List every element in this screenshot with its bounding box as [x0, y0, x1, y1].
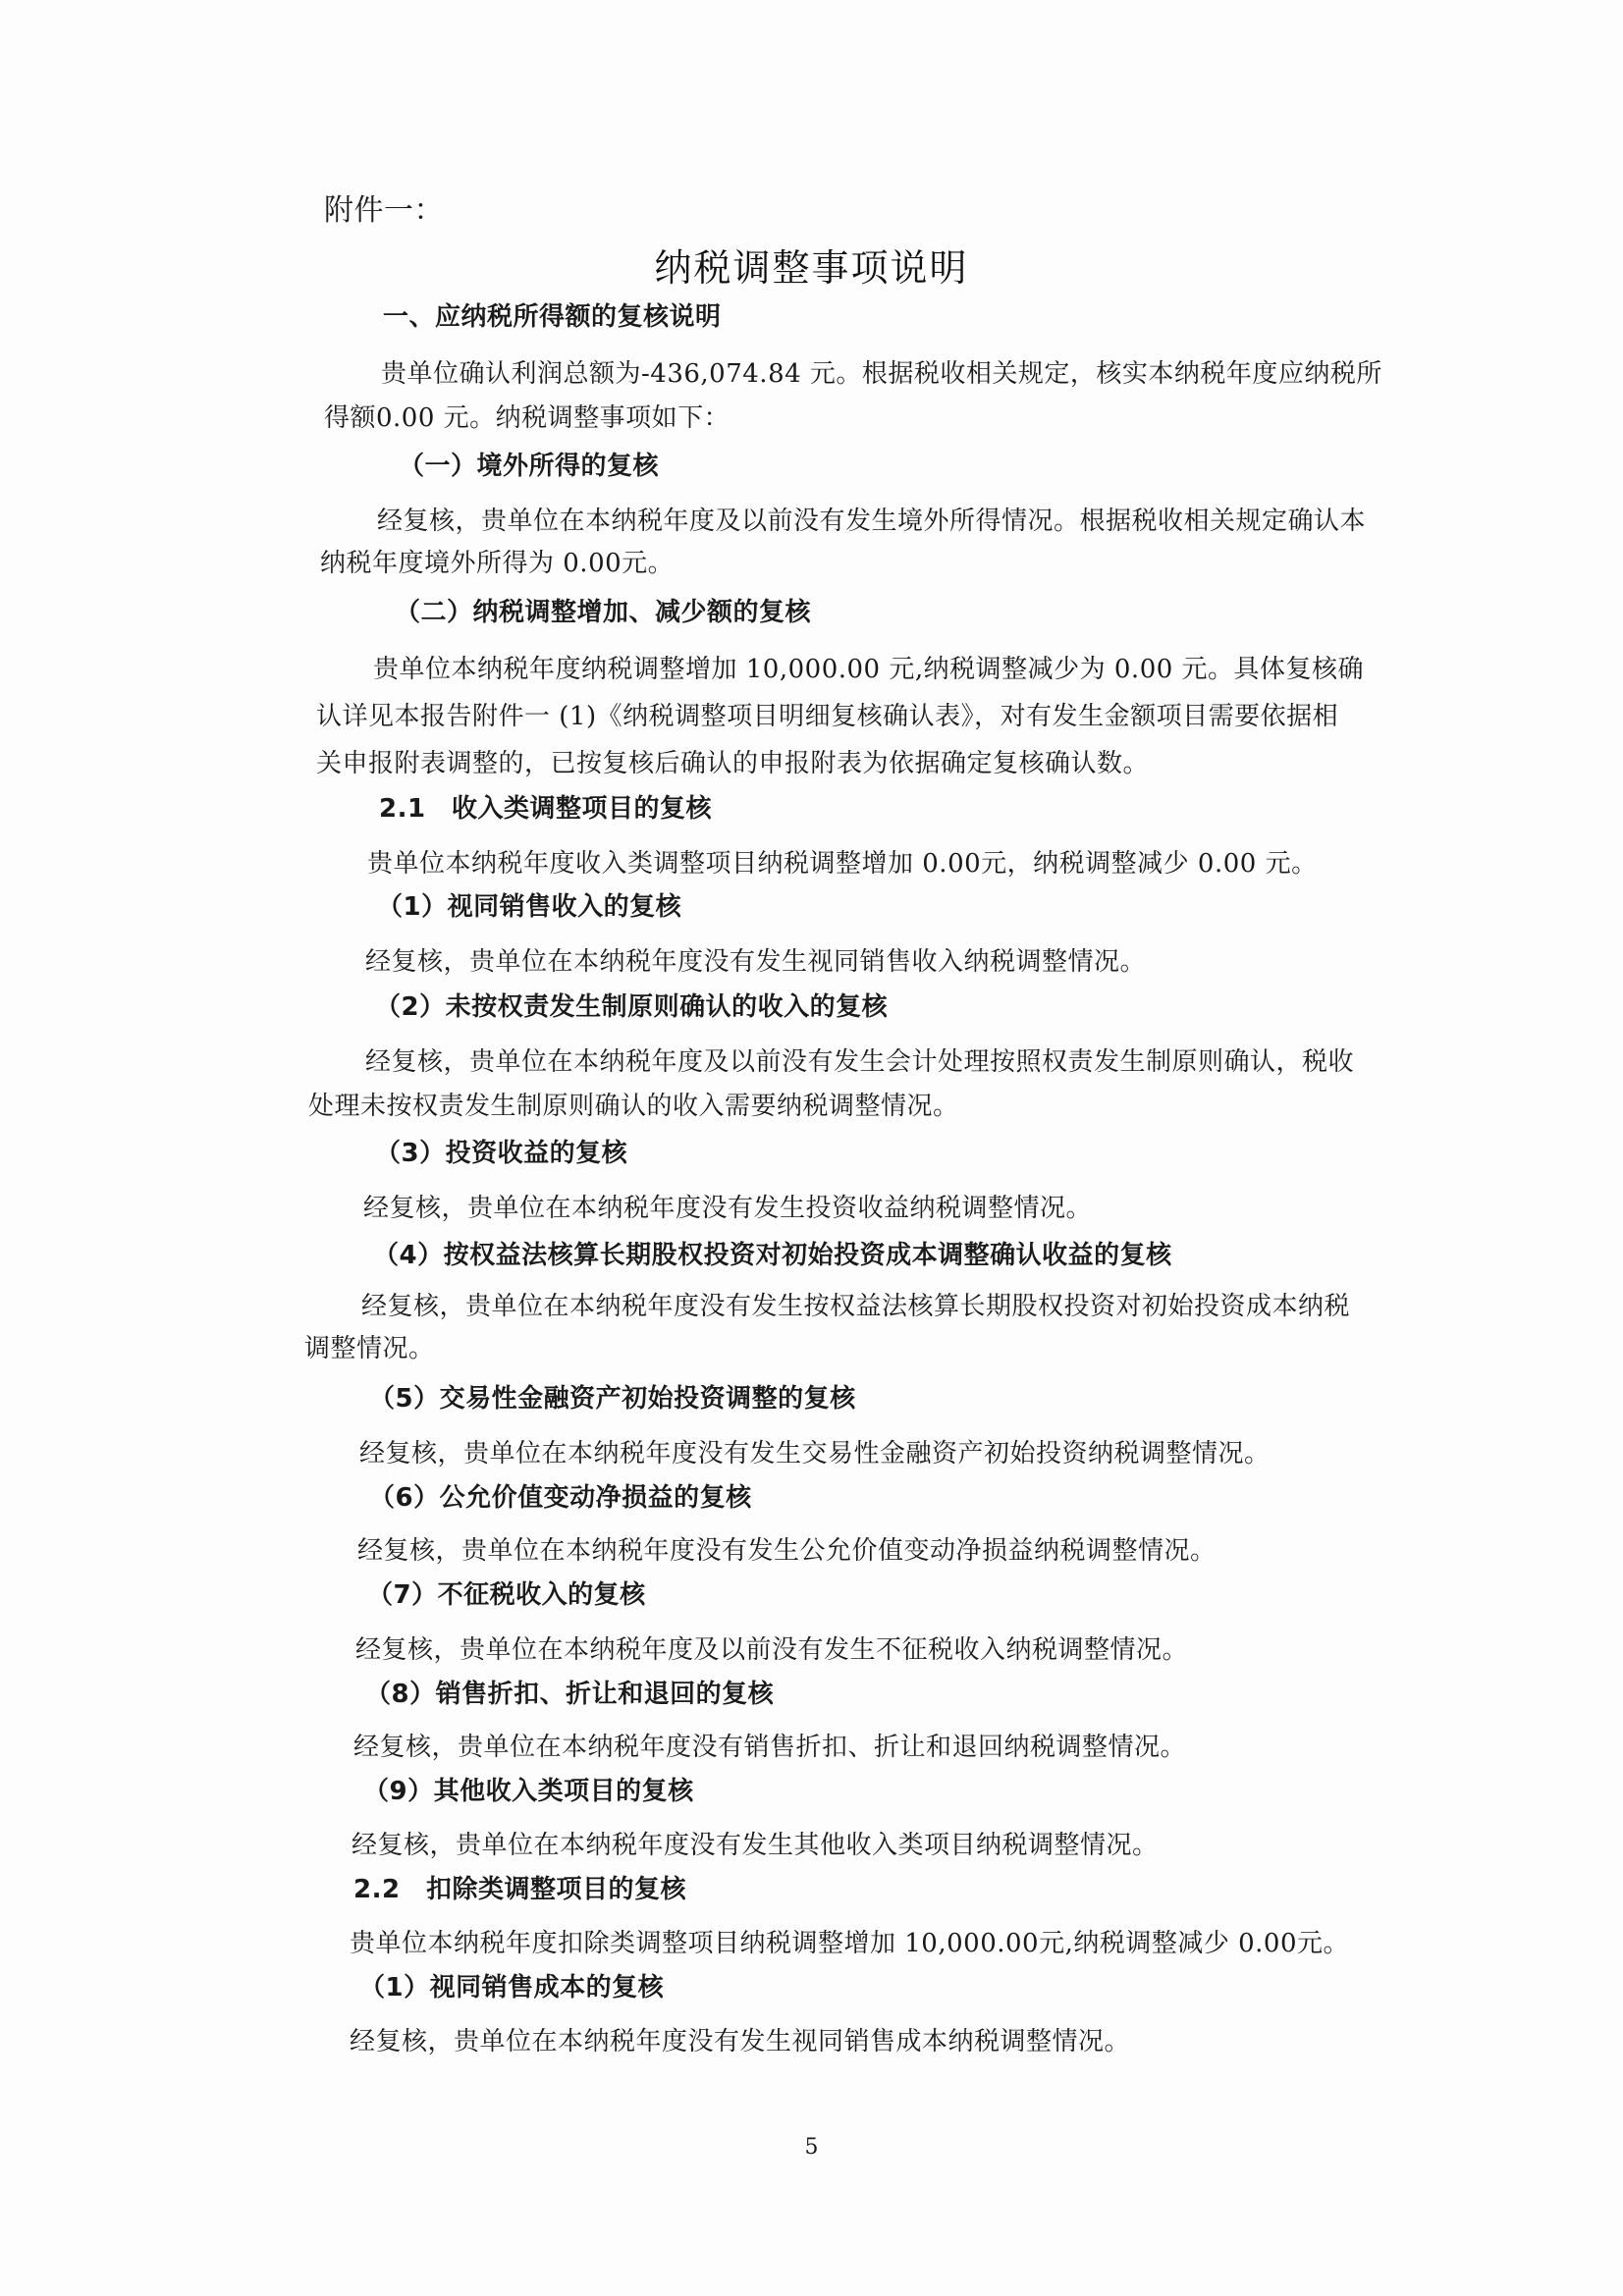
subsection-heading: 2.1 收入类调整项目的复核 — [379, 794, 713, 824]
paragraph-line: 经复核，贵单位在本纳税年度没有发生视同销售成本纳税调整情况。 — [350, 2027, 1131, 2056]
paragraph-line: 经复核，贵单位在本纳税年度没有发生投资收益纳税调整情况。 — [363, 1194, 1093, 1223]
paragraph-line: 经复核，贵单位在本纳税年度没有发生交易性金融资产初始投资纳税调整情况。 — [359, 1439, 1271, 1468]
paragraph-line: 得额0.00 元。纳税调整事项如下： — [324, 403, 730, 433]
paragraph-line: 贵单位本纳税年度扣除类调整项目纳税调整增加 10,000.00元,纳税调整减少 0.00元。 — [350, 1929, 1350, 1958]
item-heading: （5）交易性金融资产初始投资调整的复核 — [369, 1384, 856, 1414]
subsection-heading: （二）纳税调整增加、减少额的复核 — [395, 598, 812, 627]
paragraph-line: 经复核，贵单位在本纳税年度没有发生其他收入类项目纳税调整情况。 — [352, 1831, 1159, 1860]
subsection-heading: （一）境外所得的复核 — [399, 452, 660, 481]
item-heading: （9）其他收入类项目的复核 — [363, 1777, 694, 1806]
item-heading: （8）销售折扣、折让和退回的复核 — [365, 1680, 775, 1709]
paragraph-line: 经复核，贵单位在本纳税年度及以前没有发生境外所得情况。根据税收相关规定确认本 — [377, 507, 1367, 536]
document-title: 纳税调整事项说明 — [654, 246, 969, 290]
paragraph-line: 经复核，贵单位在本纳税年度及以前没有发生不征税收入纳税调整情况。 — [355, 1635, 1189, 1665]
paragraph-line: 贵单位本纳税年度收入类调整项目纳税调整增加 0.00元，纳税调整减少 0.00 元。 — [367, 849, 1318, 879]
paragraph-line: 经复核，贵单位在本纳税年度没有销售折扣、折让和退回纳税调整情况。 — [353, 1733, 1187, 1762]
subsection-heading: 2.2 扣除类调整项目的复核 — [353, 1875, 687, 1904]
item-heading: （4）按权益法核算长期股权投资对初始投资成本调整确认收益的复核 — [373, 1241, 1172, 1270]
item-heading: （2）未按权责发生制原则确认的收入的复核 — [375, 992, 889, 1022]
item-heading: （1）视同销售收入的复核 — [377, 892, 682, 922]
paragraph-line: 经复核，贵单位在本纳税年度没有发生公允价值变动净损益纳税调整情况。 — [357, 1536, 1217, 1566]
item-heading: （7）不征税收入的复核 — [367, 1580, 646, 1610]
paragraph-line: 贵单位本纳税年度纳税调整增加 10,000.00 元,纳税调整减少为 0.00 元。具体复核确 — [373, 655, 1365, 684]
paragraph-line: 认详见本报告附件一 (1)《纳税调整项目明细复核确认表》，对有发生金额项目需要依据相 — [316, 702, 1339, 731]
paragraph-line: 经复核，贵单位在本纳税年度及以前没有发生会计处理按照权责发生制原则确认，税收 — [365, 1047, 1355, 1077]
paragraph-line: 纳税年度境外所得为 0.00元。 — [320, 549, 675, 578]
item-heading: （6）公允价值变动净损益的复核 — [369, 1483, 752, 1513]
paragraph-line: 调整情况。 — [304, 1334, 435, 1363]
paragraph-line: 关申报附表调整的，已按复核后确认的申报附表为依据确定复核确认数。 — [316, 749, 1150, 778]
item-heading: （3）投资收益的复核 — [375, 1139, 628, 1168]
section-heading: 一、应纳税所得额的复核说明 — [383, 302, 722, 332]
paragraph-line: 贵单位确认利润总额为-436,074.84 元。根据税收相关规定，核实本纳税年度应纳税所 — [381, 359, 1382, 389]
attachment-label: 附件一： — [324, 193, 444, 228]
paragraph-line: 经复核，贵单位在本纳税年度没有发生视同销售收入纳税调整情况。 — [365, 947, 1147, 977]
paragraph-line: 经复核，贵单位在本纳税年度没有发生按权益法核算长期股权投资对初始投资成本纳税 — [361, 1292, 1351, 1321]
item-heading: （1）视同销售成本的复核 — [359, 1973, 665, 2002]
page-number: 5 — [804, 2135, 819, 2160]
paragraph-line: 处理未按权责发生制原则确认的收入需要纳税调整情况。 — [308, 1092, 959, 1121]
